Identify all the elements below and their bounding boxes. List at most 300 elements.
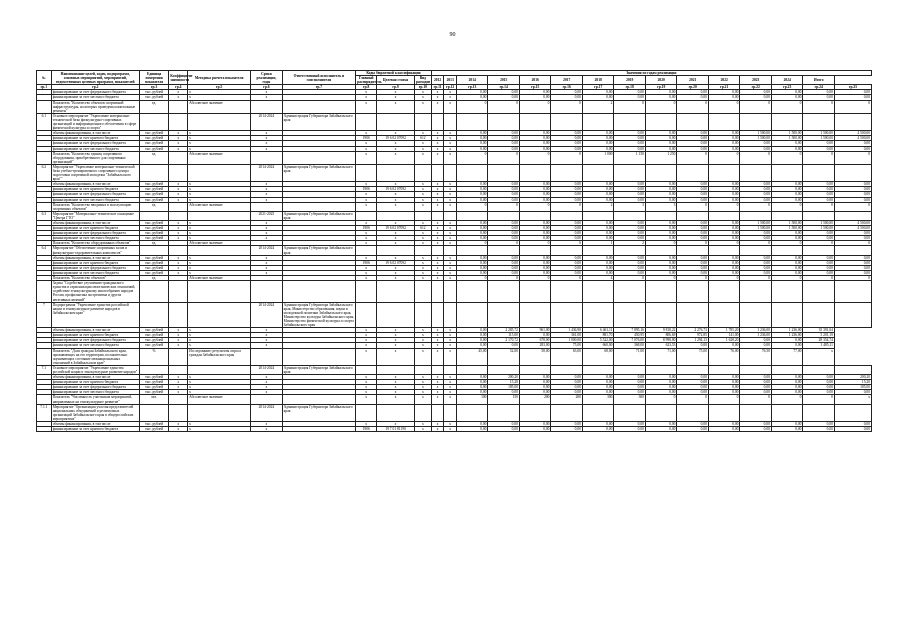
table-cell: 200,20	[488, 375, 520, 380]
table-cell: 0,00	[708, 390, 740, 395]
table-cell: x	[188, 226, 251, 231]
table-cell: 0,00	[708, 221, 740, 226]
table-cell: 0,00	[834, 231, 871, 236]
table-cell: x	[414, 333, 431, 338]
table-cell: 0,00	[708, 192, 740, 197]
table-cell: Подпрограмма "Укрепление единства российской нации и этнокультурное развитие народов в Забайкальском крае"	[51, 302, 139, 328]
table-cell: 0,00	[456, 187, 488, 192]
table-cell	[414, 164, 431, 181]
table-cell: Показатель "Количество единиц спортивного оборудования, приобретенного для спортивных организаций"	[51, 151, 139, 164]
table-cell: 0	[551, 151, 583, 164]
table-cell: ед.	[139, 151, 168, 164]
table-cell: тыс. рублей	[139, 131, 168, 136]
table-cell: x	[444, 182, 457, 187]
table-cell: x	[377, 255, 415, 260]
table-cell: x	[356, 182, 377, 187]
table-cell: 141,00	[708, 333, 740, 338]
table-cell: 0,00	[645, 187, 677, 192]
table-cell	[771, 211, 803, 220]
table-cell: 0,00	[456, 422, 488, 427]
table-cell: тыс. рублей	[139, 236, 168, 241]
table-cell: тыс. рублей	[139, 380, 168, 385]
table-cell: x	[356, 241, 377, 246]
table-cell: 3	[645, 202, 677, 211]
table-cell: 0,00	[771, 270, 803, 275]
table-cell: 0,00	[708, 236, 740, 241]
table-cell	[282, 348, 356, 365]
table-cell: x	[414, 202, 431, 211]
table-cell: 0,00	[456, 375, 488, 380]
table-cell: 0	[771, 202, 803, 211]
table-cell: Исследование; результаты опроса граждан Забайкальского края	[188, 348, 251, 365]
table-cell: 0,00	[519, 270, 551, 275]
table-cell: Администрация Губернатора Забайкальского края	[282, 211, 356, 220]
table-cell: 0,00	[708, 375, 740, 380]
table-cell: 0,00	[645, 141, 677, 146]
column-number: гр.3	[139, 85, 168, 90]
table-cell: x	[169, 131, 188, 136]
table-cell: Показатель "Численность участников мероприятий, направленных на этнокультурное развитие"	[51, 395, 139, 404]
table-cell: x	[444, 333, 457, 338]
table-cell	[488, 404, 520, 421]
table-cell: x	[251, 265, 283, 270]
table-cell: ед.	[139, 241, 168, 246]
table-cell	[139, 164, 168, 181]
table-cell: 1 000,00	[551, 338, 583, 343]
table-cell: ед.	[139, 100, 168, 113]
table-cell: x	[377, 221, 415, 226]
table-cell: 7 076,00	[614, 338, 646, 343]
table-cell: x	[188, 197, 251, 202]
table-cell: 0,00	[488, 260, 520, 265]
table-cell: x	[444, 95, 457, 100]
table-cell: 0,00	[614, 95, 646, 100]
table-cell	[614, 365, 646, 374]
table-cell	[188, 211, 251, 220]
table-cell	[834, 404, 871, 421]
table-cell: 0,00	[677, 182, 709, 187]
table-cell: x	[431, 151, 444, 164]
table-cell: 58,00	[519, 348, 551, 365]
header-year: 2021	[677, 76, 709, 85]
table-cell: финансирование за счет краевого бюджета	[51, 260, 139, 265]
table-cell	[551, 246, 583, 255]
table-cell	[740, 211, 772, 220]
table-cell: 1 500,00	[803, 131, 835, 136]
table-cell: 368,00	[614, 343, 646, 348]
table-cell: 0,00	[803, 187, 835, 192]
table-cell: Администрация Губернатора Забайкальского края	[282, 164, 356, 181]
table-cell: 0,00	[488, 422, 520, 427]
table-cell: 0,00	[834, 260, 871, 265]
table-cell: 0,00	[740, 90, 772, 95]
table-cell	[677, 164, 709, 181]
table-cell	[582, 113, 614, 130]
table-cell: 1 785,20	[708, 328, 740, 333]
table-cell: 0,00	[677, 255, 709, 260]
table-cell	[377, 281, 415, 302]
column-number: гр.25	[834, 85, 871, 90]
table-cell	[677, 246, 709, 255]
table-cell: x	[414, 131, 431, 136]
table-cell: x	[377, 422, 415, 427]
table-cell	[139, 211, 168, 220]
table-cell: 2 170,72	[488, 338, 520, 343]
table-cell: 2014-2024	[251, 365, 283, 374]
table-cell: x	[414, 100, 431, 113]
table-cell	[377, 404, 415, 421]
table-cell: 0,00	[771, 427, 803, 432]
table-cell	[431, 113, 444, 130]
table-cell: 1906	[356, 427, 377, 432]
table-cell	[444, 302, 457, 328]
table-cell: финансирование за счет местного бюджета	[51, 236, 139, 241]
table-cell: 150	[488, 395, 520, 404]
table-cell: 0,00	[488, 131, 520, 136]
table-cell	[282, 151, 356, 164]
table-cell: x	[169, 260, 188, 265]
table-cell: x	[356, 348, 377, 365]
table-cell	[740, 404, 772, 421]
table-cell: 0,00	[551, 255, 583, 260]
table-cell	[519, 281, 551, 302]
table-cell: 0,00	[519, 375, 551, 380]
table-cell: 2	[582, 100, 614, 113]
table-cell: x	[251, 390, 283, 395]
table-row	[37, 113, 872, 130]
table-cell: 0,00	[708, 90, 740, 95]
table-cell: x	[377, 380, 415, 385]
table-cell: 6.2	[37, 164, 52, 181]
table-cell: 0,00	[645, 427, 677, 432]
table-cell: 1 150	[614, 151, 646, 164]
table-cell: 0,00	[614, 221, 646, 226]
table-cell: 0,00	[614, 187, 646, 192]
table-cell	[645, 164, 677, 181]
table-cell: 0,00	[551, 231, 583, 236]
table-cell: финансирование за счет федерального бюджета	[51, 141, 139, 146]
table-cell: 0,00	[677, 270, 709, 275]
page-number: 90	[449, 32, 456, 38]
table-cell: 0,00	[582, 136, 614, 141]
table-cell: 0,00	[834, 90, 871, 95]
table-cell: 0,00	[771, 380, 803, 385]
table-cell	[803, 164, 835, 181]
table-cell: 0	[519, 241, 551, 246]
table-cell: 0,00	[519, 187, 551, 192]
table-cell	[488, 302, 520, 328]
table-cell: 0,00	[740, 338, 772, 343]
table-cell: 0,00	[582, 422, 614, 427]
table-cell: 200	[551, 395, 583, 404]
table-cell: финансирование за счет местного бюджета	[51, 390, 139, 395]
table-cell: 0,00	[551, 270, 583, 275]
table-cell	[771, 281, 803, 302]
header-year: 2017	[551, 76, 583, 85]
column-number: гр.12	[444, 85, 457, 90]
table-cell: 63,00	[551, 348, 583, 365]
table-cell: x	[431, 141, 444, 146]
table-cell: x	[414, 192, 431, 197]
table-cell: 0,00	[582, 226, 614, 231]
table-cell: 0,00	[708, 231, 740, 236]
table-cell: 0,00	[677, 260, 709, 265]
table-cell: 0,00	[708, 187, 740, 192]
table-cell: 0	[456, 241, 488, 246]
table-cell: Мероприятие "Материально-техническое оснащение "Центра ГТО"	[51, 211, 139, 220]
table-cell: 0,00	[708, 385, 740, 390]
table-cell: 0,00	[803, 265, 835, 270]
table-cell: x	[251, 146, 283, 151]
table-cell: x	[431, 427, 444, 432]
table-cell	[519, 113, 551, 130]
table-cell: 1 628,20	[708, 338, 740, 343]
column-number: гр.16	[551, 85, 583, 90]
table-cell	[803, 365, 835, 374]
table-cell	[169, 246, 188, 255]
table-cell: 0,00	[551, 146, 583, 151]
table-cell: 0	[645, 276, 677, 281]
table-cell: x	[431, 202, 444, 211]
table-cell: 0,00	[456, 226, 488, 231]
table-cell: x	[251, 236, 283, 241]
table-cell: 0,00	[582, 260, 614, 265]
table-cell: x	[431, 276, 444, 281]
table-cell	[139, 404, 168, 421]
table-cell: 0,00	[519, 131, 551, 136]
table-cell	[377, 246, 415, 255]
table-cell: 100	[456, 395, 488, 404]
table-cell: 0,00	[519, 260, 551, 265]
table-cell: Администрация Губернатора Забайкальского края	[282, 246, 356, 255]
table-cell: x	[188, 375, 251, 380]
table-cell: x	[188, 265, 251, 270]
column-number: гр.5	[188, 85, 251, 90]
table-row	[37, 395, 872, 404]
table-cell	[645, 302, 677, 328]
table-cell	[169, 404, 188, 421]
table-cell	[551, 164, 583, 181]
table-cell: 0,00	[614, 131, 646, 136]
table-cell: x	[444, 390, 457, 395]
table-cell: x	[444, 255, 457, 260]
table-cell	[139, 246, 168, 255]
table-cell: x	[188, 187, 251, 192]
table-cell: x	[188, 328, 251, 333]
table-cell: 881,70	[582, 333, 614, 338]
table-cell	[169, 164, 188, 181]
table-cell: Администрация Губернатора Забайкальского края	[282, 113, 356, 130]
table-cell: 185,00	[488, 385, 520, 390]
table-cell	[356, 113, 377, 130]
table-cell: 0,00	[771, 146, 803, 151]
table-cell: 0,00	[551, 221, 583, 226]
table-cell: 0	[614, 100, 646, 113]
table-cell: x	[414, 265, 431, 270]
table-cell: тыс. рублей	[139, 390, 168, 395]
table-cell: 45,00	[456, 348, 488, 365]
table-cell: x	[444, 427, 457, 432]
table-cell: x	[169, 146, 188, 151]
table-cell: 0,00	[582, 141, 614, 146]
table-cell: x	[431, 395, 444, 404]
table-cell: 0	[677, 100, 709, 113]
table-cell	[356, 365, 377, 374]
table-cell: 1 236,00	[771, 328, 803, 333]
table-cell: 0,00	[551, 131, 583, 136]
table-cell	[708, 302, 740, 328]
table-cell: x	[169, 182, 188, 187]
table-cell: 0	[803, 202, 835, 211]
table-cell: x	[444, 276, 457, 281]
table-cell	[677, 404, 709, 421]
table-cell: x	[251, 343, 283, 348]
table-cell: 0,00	[614, 236, 646, 241]
header-kbk-vr: Вид расходов	[415, 76, 431, 85]
table-cell: x	[356, 236, 377, 241]
table-cell: финансирование за счет федерального бюджета	[51, 265, 139, 270]
table-cell: 0,00	[834, 187, 871, 192]
table-cell: 0,00	[740, 385, 772, 390]
table-cell: 0	[551, 100, 583, 113]
header-year: 2018	[582, 76, 614, 85]
table-cell: 0,00	[740, 422, 772, 427]
table-cell: x	[356, 333, 377, 338]
program-table-container	[36, 70, 872, 432]
table-cell: x	[251, 226, 283, 231]
table-cell: 0,00	[614, 385, 646, 390]
table-cell: x	[251, 375, 283, 380]
table-cell	[614, 404, 646, 421]
table-cell: x	[188, 427, 251, 432]
table-cell	[251, 151, 283, 164]
table-cell: 0,00	[488, 192, 520, 197]
table-cell: x	[188, 236, 251, 241]
table-cell	[37, 202, 52, 211]
table-cell: x	[414, 90, 431, 95]
table-cell: финансирование за счет федерального бюджета	[51, 192, 139, 197]
table-cell: тыс. рублей	[139, 90, 168, 95]
table-cell	[356, 281, 377, 302]
table-cell	[582, 281, 614, 302]
table-cell: x	[431, 131, 444, 136]
table-cell	[803, 211, 835, 220]
table-cell: 0	[614, 276, 646, 281]
table-cell	[188, 404, 251, 421]
table-cell: x	[414, 395, 431, 404]
table-cell	[188, 246, 251, 255]
table-row	[37, 246, 872, 255]
table-cell: 0,00	[456, 390, 488, 395]
table-cell: 6.4	[37, 246, 52, 255]
table-cell	[169, 202, 188, 211]
table-cell: x	[414, 375, 431, 380]
table-cell: 0,00	[740, 390, 772, 395]
table-cell: x	[169, 226, 188, 231]
table-cell: x	[188, 136, 251, 141]
table-cell	[740, 302, 772, 328]
table-cell: финансирование за счет местного бюджета	[51, 95, 139, 100]
table-cell	[519, 365, 551, 374]
table-cell: 0,00	[582, 385, 614, 390]
table-cell: 0,00	[614, 231, 646, 236]
table-cell: 0,00	[582, 231, 614, 236]
table-cell: 0,00	[740, 265, 772, 270]
table-cell: 115,00	[488, 333, 520, 338]
table-cell	[488, 211, 520, 220]
table-cell: тыс. рублей	[139, 197, 168, 202]
table-cell: 200,20	[834, 375, 871, 380]
table-row	[37, 151, 872, 164]
table-cell: 0,00	[771, 343, 803, 348]
table-cell: 0,00	[803, 146, 835, 151]
table-cell: x	[169, 192, 188, 197]
table-cell: тыс. рублей	[139, 221, 168, 226]
table-cell: 283,00	[519, 343, 551, 348]
table-cell: 0,00	[456, 221, 488, 226]
table-cell: 1 500,00	[803, 226, 835, 231]
table-cell	[431, 365, 444, 374]
table-cell	[614, 246, 646, 255]
table-cell	[771, 113, 803, 130]
table-cell: 0,00	[519, 226, 551, 231]
table-cell: 0,00	[551, 226, 583, 231]
table-cell: 6.1	[37, 113, 52, 130]
table-cell: 4 500,00	[834, 221, 871, 226]
table-cell: 75,00	[677, 348, 709, 365]
table-cell: 361,00	[551, 333, 583, 338]
table-cell	[356, 404, 377, 421]
table-cell: Абсолютное значение	[188, 151, 251, 164]
table-cell: x	[444, 260, 457, 265]
table-cell: x	[169, 90, 188, 95]
table-cell: 0,00	[740, 270, 772, 275]
table-cell: 0	[834, 241, 871, 246]
table-cell: x	[444, 221, 457, 226]
table-cell	[645, 404, 677, 421]
header-name: Наименование целей, задач, подпрограмм, основных мероприятий, мероприятий, ведомственных целевых программ, показателей	[51, 71, 139, 85]
header-method: Методика расчета показателя	[188, 71, 251, 85]
table-cell: Абсолютное значение	[188, 202, 251, 211]
table-cell: x	[431, 192, 444, 197]
table-cell: x	[377, 202, 415, 211]
table-cell: x	[444, 100, 457, 113]
column-number: гр.22	[740, 85, 772, 90]
table-cell: 35 391,04	[803, 328, 835, 333]
table-cell: 0,00	[456, 427, 488, 432]
table-cell: финансирование за счет местного бюджета	[51, 146, 139, 151]
table-cell: тыс. рублей	[139, 343, 168, 348]
table-cell: Абсолютное значение	[188, 241, 251, 246]
table-cell: тыс. рублей	[139, 187, 168, 192]
table-cell: 0	[551, 202, 583, 211]
table-cell: финансирование за счет местного бюджета	[51, 197, 139, 202]
table-cell: 0,00	[708, 131, 740, 136]
table-cell: 0,00	[645, 385, 677, 390]
table-cell: 0,00	[645, 182, 677, 187]
table-cell: 200	[519, 395, 551, 404]
table-cell	[456, 404, 488, 421]
table-cell: x	[251, 385, 283, 390]
table-cell: x	[431, 270, 444, 275]
table-cell: x	[377, 151, 415, 164]
table-cell: 0	[834, 151, 871, 164]
table-cell: 0,00	[488, 182, 520, 187]
table-cell: 0,00	[645, 236, 677, 241]
table-cell	[582, 211, 614, 220]
table-cell: финансирование за счет федерального бюджета	[51, 90, 139, 95]
table-cell	[37, 151, 52, 164]
